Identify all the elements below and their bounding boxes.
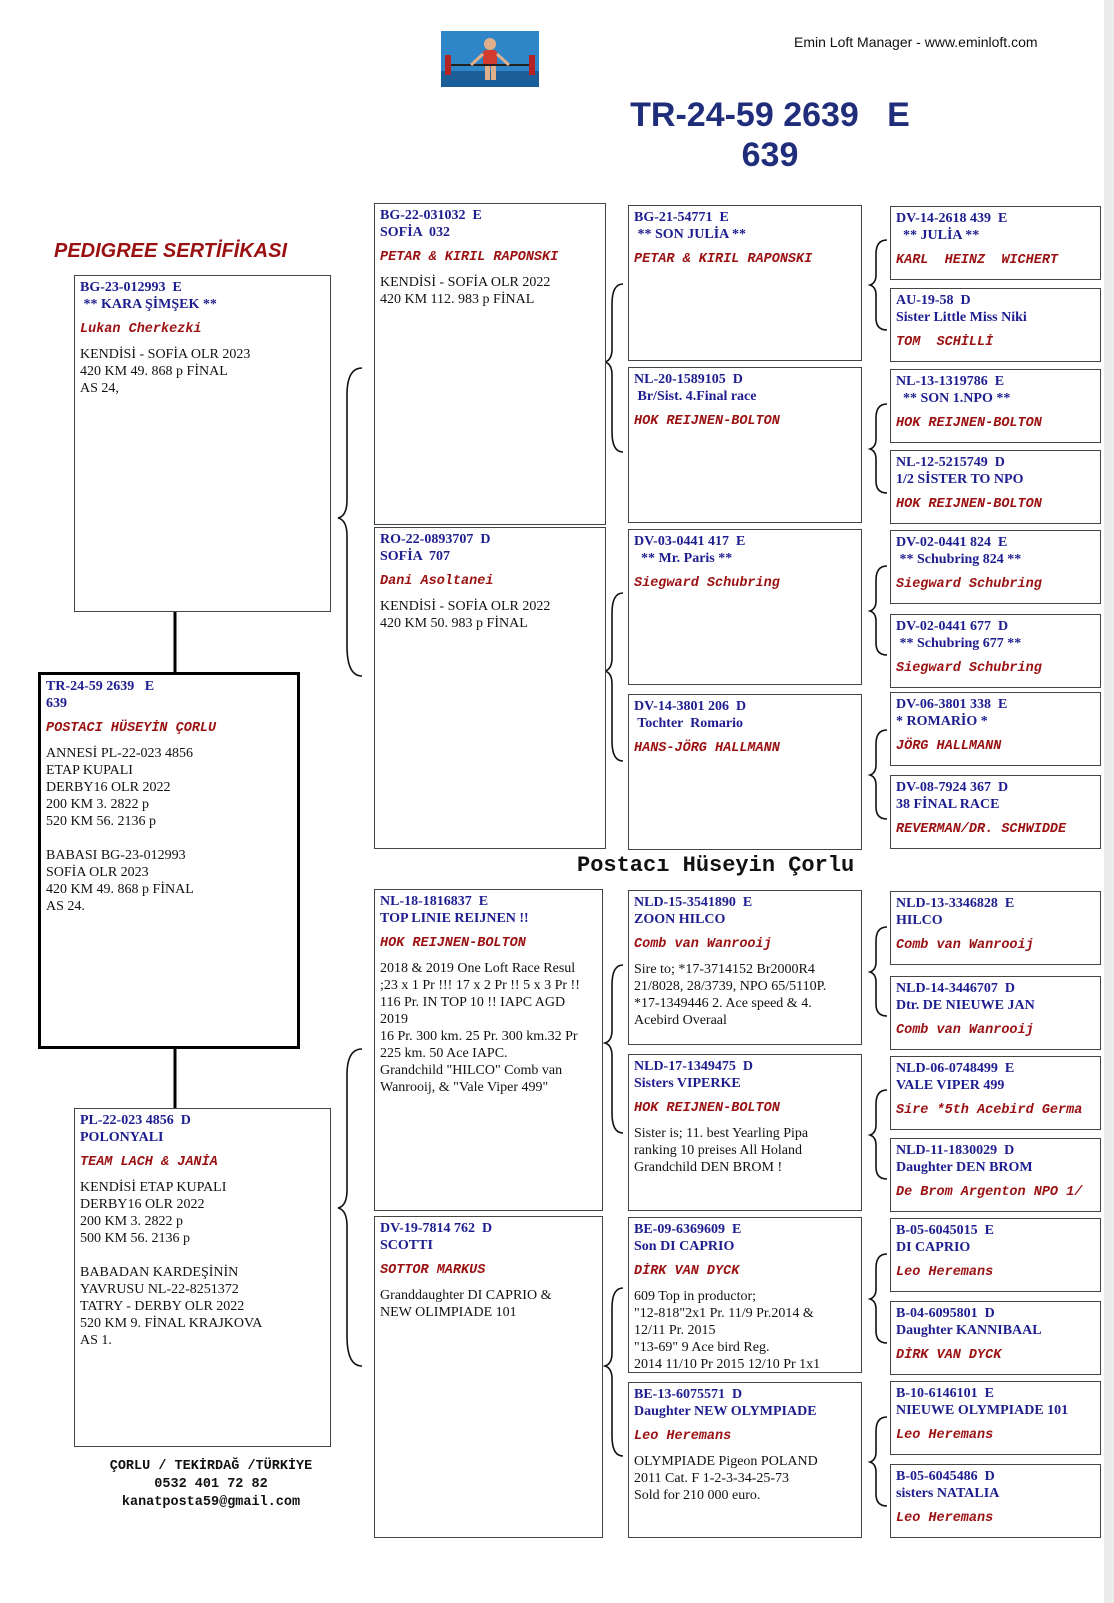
breeder-name: Comb van Wanrooij xyxy=(896,938,1034,953)
breeder-name: HOK REIJNEN-BOLTON xyxy=(896,416,1042,431)
pigeon-name: ** JULİA ** xyxy=(896,228,980,243)
pedigree-card-ddsd[interactable] xyxy=(890,1301,1101,1375)
ring-number: DV-02-0441 824 E xyxy=(896,535,1008,550)
pigeon-name: NIEUWE OLYMPIADE 101 xyxy=(896,1403,1069,1418)
ring-number: BE-13-6075571 D xyxy=(634,1387,743,1402)
pedigree-card-sdss[interactable] xyxy=(890,530,1101,604)
breeder-name: HOK REIJNEN-BOLTON xyxy=(634,1101,780,1116)
performance-notes: KENDİSİ - SOFİA OLR 2022 420 KM 50. 983 p FİNAL xyxy=(380,599,551,631)
performance-notes: OLYMPIADE Pigeon POLAND 2011 Cat. F 1-2-3-34-25-73 Sold for 210 000 euro. xyxy=(634,1454,818,1503)
pigeon-name: VALE VIPER 499 xyxy=(896,1078,1005,1093)
breeder-name: Leo Heremans xyxy=(896,1428,994,1443)
contact-email: kanatposta59@gmail.com xyxy=(121,1495,301,1510)
pigeon-name: Tochter Romario xyxy=(634,716,744,731)
pigeon-name: SCOTTI xyxy=(380,1238,433,1253)
ring-number: B-05-6045015 E xyxy=(896,1223,994,1238)
breeder-name: Leo Heremans xyxy=(896,1265,994,1280)
breeder-name: TOM SCHİLLİ xyxy=(896,335,994,350)
title-ring: TR-24-59 2639 E xyxy=(630,96,910,134)
breeder-name: De Brom Argenton NPO 1/ xyxy=(896,1185,1083,1200)
performance-notes: 2018 & 2019 One Loft Race Resul ;23 x 1 Pr !!! 17 x 2 Pr !! 5 x 3 Pr !! 116 Pr. IN TOP 10 !! IAPC AGD 2019 16 Pr. 300 km. 25 Pr. 300 km.32 Pr 225 km. 50 Ace IAPC. Grandchild "HILCO" Comb van Wanrooij, & "Vale Viper 499" xyxy=(380,961,580,1095)
pigeon-name: 38 FİNAL RACE xyxy=(896,797,1000,812)
pedigree-card-sire[interactable] xyxy=(74,275,331,612)
pigeon-name: ** SON JULİA ** xyxy=(634,227,747,242)
pedigree-card-subject[interactable] xyxy=(38,672,300,1049)
breeder-name: HOK REIJNEN-BOLTON xyxy=(380,936,526,951)
ring-number: TR-24-59 2639 E xyxy=(46,679,155,694)
breeder-name: Siegward Schubring xyxy=(896,577,1042,592)
ring-number: B-10-6146101 E xyxy=(896,1386,994,1401)
pedigree-card-ssdd[interactable] xyxy=(890,450,1101,524)
pedigree-card-sdsd[interactable] xyxy=(890,614,1101,688)
breeder-name: Siegward Schubring xyxy=(634,576,780,591)
breeder-name: PETAR & KIRIL RAPONSKI xyxy=(634,252,813,267)
ring-number: NLD-15-3541890 E xyxy=(634,895,753,910)
pigeon-name: Br/Sist. 4.Final race xyxy=(634,389,757,404)
pigeon-name: sisters NATALIA xyxy=(896,1486,1000,1501)
breeder-name: POSTACI HÜSEYİN ÇORLU xyxy=(46,721,217,736)
pigeon-name: Daughter KANNIBAAL xyxy=(896,1323,1042,1338)
ring-number: B-04-6095801 D xyxy=(896,1306,995,1321)
breeder-name: KARL HEINZ WICHERT xyxy=(896,253,1059,268)
breeder-name: Siegward Schubring xyxy=(896,661,1042,676)
ring-number: BG-22-031032 E xyxy=(380,208,482,223)
pigeon-name: ** KARA ŞİMŞEK ** xyxy=(80,297,217,312)
pedigree-card-dam-sire[interactable] xyxy=(374,889,603,1211)
pigeon-name: ** Mr. Paris ** xyxy=(634,551,733,566)
ring-number: DV-03-0441 417 E xyxy=(634,534,746,549)
pedigree-card-dam[interactable] xyxy=(74,1108,331,1447)
site-credit: Emin Loft Manager - www.eminloft.com xyxy=(794,34,1038,50)
ring-number: NL-12-5215749 D xyxy=(896,455,1005,470)
pigeon-name: 1/2 SİSTER TO NPO xyxy=(896,472,1024,487)
pigeon-name: ** SON 1.NPO ** xyxy=(896,391,1011,406)
performance-notes: Sire to; *17-3714152 Br2000R4 21/8028, 28/3739, NPO 65/5110P. *17-1349446 2. Ace speed & 4. Acebird Overaal xyxy=(634,962,827,1028)
pigeon-name: ZOON HILCO xyxy=(634,912,726,927)
pedigree-card-sssd[interactable] xyxy=(890,288,1101,362)
performance-notes: 609 Top in productor; "12-818"2x1 Pr. 11/9 Pr.2014 & 12/11 Pr. 2015 "13-69" 9 Ace bird Reg. 2014 11/10 Pr 2015 12/10 Pr 1x1 xyxy=(634,1289,821,1372)
ring-number: BG-21-54771 E xyxy=(634,210,729,225)
pigeon-name: HILCO xyxy=(896,913,943,928)
ring-number: DV-08-7924 367 D xyxy=(896,780,1009,795)
pedigree-card-dsss[interactable] xyxy=(890,891,1101,965)
ring-number: BG-23-012993 E xyxy=(80,280,182,295)
ring-number: NL-20-1589105 D xyxy=(634,372,743,387)
ring-number: DV-14-2618 439 E xyxy=(896,211,1008,226)
pigeon-name: Dtr. DE NIEUWE JAN xyxy=(896,998,1035,1013)
pedigree-card-ssss[interactable] xyxy=(890,206,1101,280)
ring-number: PL-22-023 4856 D xyxy=(80,1113,191,1128)
ring-number: BE-09-6369609 E xyxy=(634,1222,742,1237)
page-title xyxy=(600,95,940,175)
ring-number: NL-13-1319786 E xyxy=(896,374,1005,389)
ring-number: B-05-6045486 D xyxy=(896,1469,995,1484)
pedigree-card-sdds[interactable] xyxy=(890,692,1101,766)
pigeon-name: POLONYALI xyxy=(80,1130,164,1145)
pedigree-card-ddss[interactable] xyxy=(890,1218,1101,1292)
performance-notes: Sister is; 11. best Yearling Pipa ranking 10 preises All Holand Grandchild DEN BROM ! xyxy=(634,1126,809,1175)
pigeon-name: SOFİA 707 xyxy=(380,549,451,564)
pedigree-card-ssds[interactable] xyxy=(890,369,1101,443)
pigeon-name: * ROMARİO * xyxy=(896,714,988,729)
ring-number: DV-14-3801 206 D xyxy=(634,699,747,714)
pedigree-card-dds[interactable] xyxy=(628,1217,862,1373)
pedigree-card-sss[interactable] xyxy=(628,205,862,361)
pedigree-card-sire-dam[interactable] xyxy=(374,527,606,849)
pigeon-name: Sisters VIPERKE xyxy=(634,1076,741,1091)
ring-number: RO-22-0893707 D xyxy=(380,532,491,547)
breeder-name: HOK REIJNEN-BOLTON xyxy=(634,414,780,429)
breeder-name: DİRK VAN DYCK xyxy=(896,1348,1002,1363)
breeder-name: Leo Heremans xyxy=(896,1511,994,1526)
pedigree-card-dsdd[interactable] xyxy=(890,1138,1101,1212)
breeder-name: TEAM LACH & JANİA xyxy=(80,1155,218,1170)
pedigree-card-dsd[interactable] xyxy=(628,1054,862,1211)
breeder-heading: Postacı Hüseyin Çorlu xyxy=(577,853,855,878)
pedigree-card-dssd[interactable] xyxy=(890,976,1101,1050)
contact-block xyxy=(76,1458,346,1512)
pedigree-card-sdd[interactable] xyxy=(628,694,862,850)
contact-phone: 0532 401 72 82 xyxy=(154,1477,268,1492)
pigeon-name: TOP LINIE REIJNEN !! xyxy=(380,911,529,926)
certificate-title: PEDIGREE SERTİFİKASI xyxy=(54,240,288,262)
pedigree-card-sddd[interactable] xyxy=(890,775,1101,849)
breeder-name: Dani Asoltanei xyxy=(380,574,494,589)
weightlifter-photo-icon xyxy=(441,31,539,87)
pedigree-card-dss[interactable] xyxy=(628,890,862,1045)
ring-number: NLD-14-3446707 D xyxy=(896,981,1015,996)
breeder-name: Sire *5th Acebird Germa xyxy=(896,1103,1083,1118)
ring-number: NLD-13-3346828 E xyxy=(896,896,1015,911)
breeder-name: Comb van Wanrooij xyxy=(634,937,772,952)
ring-number: NLD-17-1349475 D xyxy=(634,1059,753,1074)
performance-notes: ANNESİ PL-22-023 4856 ETAP KUPALI DERBY16 OLR 2022 200 KM 3. 2822 p 520 KM 56. 2136 p BABASI BG-23-012993 SOFİA OLR 2023 420 KM 49. 868 p FİNAL AS 24. xyxy=(46,746,194,914)
pedigree-card-ddds[interactable] xyxy=(890,1381,1101,1455)
performance-notes: KENDİSİ - SOFİA OLR 2022 420 KM 112. 983 p FİNAL xyxy=(380,275,551,307)
performance-notes: KENDİSİ ETAP KUPALI DERBY16 OLR 2022 200 KM 3. 2822 p 500 KM 56. 2136 p BABADAN KARDEŞİNİN YAVRUSU NL-22-8251372 TATRY - DERBY OLR 2022 520 KM 9. FİNAL KRAJKOVA AS 1. xyxy=(80,1180,263,1348)
ring-number: NLD-06-0748499 E xyxy=(896,1061,1015,1076)
breeder-name: SOTTOR MARKUS xyxy=(380,1263,486,1278)
pigeon-name: Daughter DEN BROM xyxy=(896,1160,1033,1175)
title-name: 639 xyxy=(741,136,799,174)
pedigree-card-ddd[interactable] xyxy=(628,1382,862,1538)
pedigree-card-sds[interactable] xyxy=(628,529,862,685)
performance-notes: Granddaughter DI CAPRIO & NEW OLIMPIADE 101 xyxy=(380,1288,552,1320)
breeder-name: Comb van Wanrooij xyxy=(896,1023,1034,1038)
pigeon-name: DI CAPRIO xyxy=(896,1240,971,1255)
pigeon-name: Son DI CAPRIO xyxy=(634,1239,735,1254)
ring-number: DV-06-3801 338 E xyxy=(896,697,1008,712)
pigeon-name: Sister Little Miss Niki xyxy=(896,310,1027,325)
pedigree-card-dddd[interactable] xyxy=(890,1464,1101,1538)
breeder-name: Lukan Cherkezki xyxy=(80,322,202,337)
pigeon-name: SOFİA 032 xyxy=(380,225,451,240)
breeder-name: JÖRG HALLMANN xyxy=(896,739,1002,754)
breeder-name: DİRK VAN DYCK xyxy=(634,1264,740,1279)
pedigree-card-dsds[interactable] xyxy=(890,1056,1101,1130)
ring-number: NL-18-1816837 E xyxy=(380,894,489,909)
ring-number: DV-19-7814 762 D xyxy=(380,1221,493,1236)
ring-number: DV-02-0441 677 D xyxy=(896,619,1009,634)
pigeon-name: 639 xyxy=(46,696,67,711)
pigeon-name: ** Schubring 677 ** xyxy=(896,636,1022,651)
pigeon-name: ** Schubring 824 ** xyxy=(896,552,1022,567)
contact-city: ÇORLU / TEKİRDAĞ /TÜRKİYE xyxy=(109,1459,313,1474)
breeder-name: REVERMAN/DR. SCHWIDDE xyxy=(896,822,1067,837)
pedigree-card-ssd[interactable] xyxy=(628,367,862,523)
performance-notes: KENDİSİ - SOFİA OLR 2023 420 KM 49. 868 p FİNAL AS 24, xyxy=(80,347,251,396)
pedigree-card-dam-dam[interactable] xyxy=(374,1216,603,1538)
breeder-name: HOK REIJNEN-BOLTON xyxy=(896,497,1042,512)
page-edge xyxy=(1104,0,1114,1603)
ring-number: AU-19-58 D xyxy=(896,293,971,308)
pedigree-card-sire-sire[interactable] xyxy=(374,203,606,525)
ring-number: NLD-11-1830029 D xyxy=(896,1143,1015,1158)
breeder-name: PETAR & KIRIL RAPONSKI xyxy=(380,250,559,265)
breeder-name: HANS-JÖRG HALLMANN xyxy=(634,741,780,756)
pigeon-name: Daughter NEW OLYMPIADE xyxy=(634,1404,817,1419)
breeder-name: Leo Heremans xyxy=(634,1429,732,1444)
